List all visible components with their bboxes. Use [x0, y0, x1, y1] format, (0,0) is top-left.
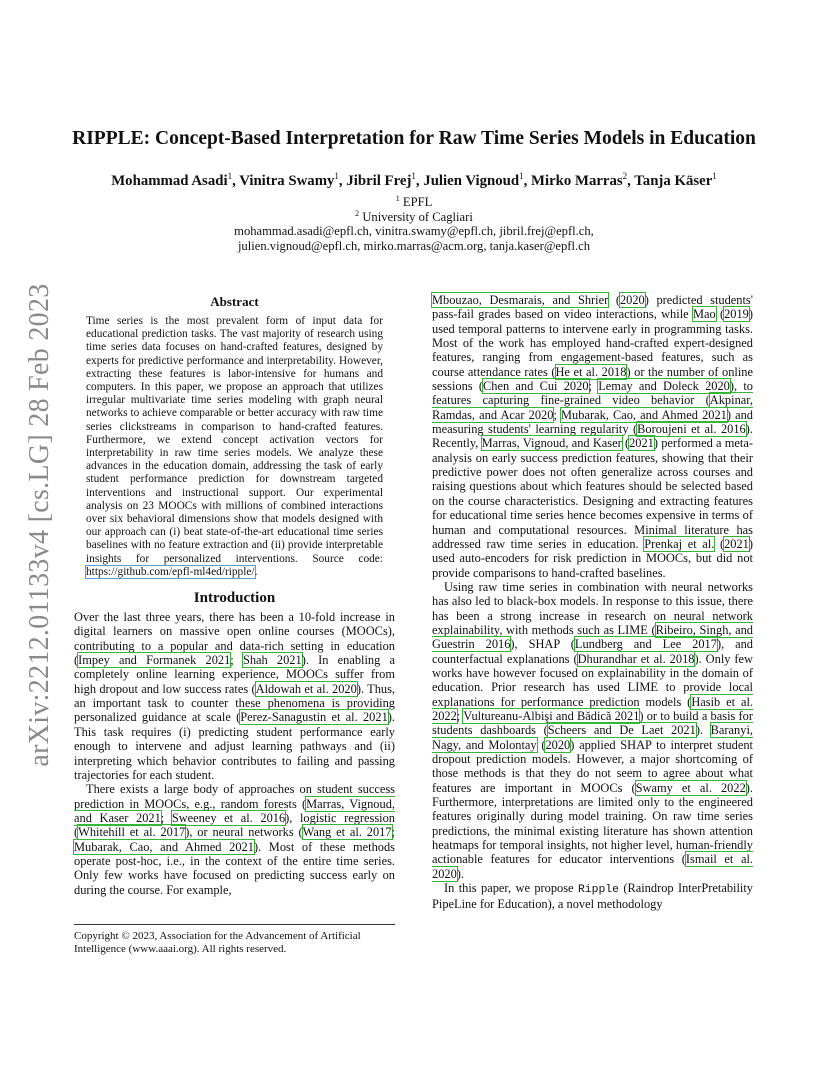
- abstract-body: Time series is the most prevalent form of input data for educational prediction tasks. The vast majority of research using time series data focuses on hand-crafted features, designed by experts for predictive performance and interpretability. However, extracting these features is labor-intensive for humans and computers. In this paper, we propose an approach that utilizes irregular multivariate time series modeling with graph neural networks to achieve comparable or better accuracy with raw time series clickstreams in comparison to hand-crafted features. Furthermore, we extend concept activation vectors for interpretability in raw time series models. We analyze these advances in the education domain, addressing the task of early student performance prediction for downstream targeted interventions and instructional support. Our experimental analysis on 23 MOOCs with millions of combined interactions over six behavioral dimensions show that models designed with our approach can (i) beat state-of-the-art educational time series baselines with no feature extraction and (ii) provide interpretable insights for personalized interventions. Source code:: [86, 315, 383, 565]
- affiliation-name: University of Cagliari: [362, 210, 473, 225]
- email-line-1: mohammad.asadi@epfl.ch, vinitra.swamy@epfl.ch, jibril.frej@epfl.ch,: [234, 224, 594, 238]
- text: ). Furthermore, interpretations are limited only to the engineered features originally during model training. On raw time series predictions, the minimal existing literature has shown attention heatmaps for temporal insights, not higher level, human-friendly actionable features for educator interventions (: [432, 780, 753, 867]
- citation-link[interactable]: Aldowah et al. 2020: [255, 681, 357, 696]
- author-affiliation: 1: [334, 171, 339, 181]
- abstract-heading: Abstract: [210, 294, 259, 309]
- arxiv-id: arXiv:2212.01133v4 [cs.LG] 28 Feb 2023: [24, 283, 55, 767]
- citation-link[interactable]: Hasib et al. 2022: [432, 694, 753, 723]
- text: (: [536, 737, 546, 752]
- author-name: Mirko Marras: [531, 172, 623, 189]
- citation-link[interactable]: Ismail et al. 2020: [432, 852, 753, 881]
- text: In this paper, we propose: [444, 881, 578, 896]
- author-name: Julien Vignoud: [423, 172, 520, 189]
- affiliation-number: 2: [355, 209, 360, 218]
- text: ), and counterfactual explanations (: [432, 637, 754, 666]
- text: ), logistic regression (: [74, 810, 395, 840]
- citation-link[interactable]: 2021: [724, 536, 749, 551]
- citation-link[interactable]: Prenkaj et al.: [644, 536, 715, 551]
- text: (: [715, 307, 725, 322]
- author-affiliation: 1: [227, 171, 233, 181]
- text: ) and measuring students' learning regularity (: [432, 407, 753, 437]
- text: ).: [695, 723, 711, 738]
- author-affiliation: 1: [712, 171, 717, 181]
- text: ). Most of these methods operate post-hoc, i.e., in the context of the entire time series. Only few works have focused on predicting success early on during the course. For example,: [74, 839, 395, 897]
- text: (: [714, 536, 725, 551]
- citation-link[interactable]: Mubarak, Cao, and Ahmed 2021: [74, 839, 254, 854]
- citation-link[interactable]: Mao: [692, 307, 716, 322]
- citation-link[interactable]: 2020: [619, 293, 645, 307]
- citation-link[interactable]: Sweeney et al. 2016: [171, 810, 286, 825]
- citation-link[interactable]: Chen and Cui 2020: [483, 379, 589, 394]
- text: ;: [553, 407, 562, 422]
- text: ;: [391, 825, 395, 840]
- author-name: Tanja Käser: [634, 172, 713, 189]
- text: ) applied SHAP to interpret student dropout prediction models. However, a major shortcoming of those methods is that they do not seem to agree about what features are important in MOOCs (: [432, 737, 753, 795]
- citation-link[interactable]: Boroujeni et al. 2016: [637, 422, 746, 437]
- citation-link[interactable]: Perez-Sanagustin et al. 2021: [240, 710, 388, 725]
- right-column: [432, 293, 753, 912]
- left-column: [74, 290, 395, 897]
- intro-paragraph-2: [74, 782, 395, 897]
- text: Using raw time series in combination with neural networks has also led to black-box models. In response to this issue, there has been a strong increase in research on neural network explainability, with methods such as LIME (: [432, 579, 753, 637]
- citation-link[interactable]: Vultureanu-Albişi and Bădică 2021: [463, 708, 640, 723]
- text: ). This task requires (i) predicting student performance early enough to intervene and adjust learning pathways and (ii) interpreting which behavior contributes to failing and passing trajectories for each student.: [74, 710, 395, 782]
- intro-paragraph-4: [432, 580, 753, 881]
- citation-link[interactable]: 2019: [724, 307, 749, 322]
- affiliation-1: [60, 194, 768, 210]
- abstract-text: [86, 315, 383, 579]
- citation-link[interactable]: Lundberg and Lee 2017: [574, 637, 717, 652]
- citation-link[interactable]: Lemay and Doleck 2020: [598, 379, 730, 394]
- citation-link[interactable]: Mbouzao, Desmarais, and Shrier: [432, 293, 609, 307]
- text: ;: [160, 810, 172, 825]
- citation-link[interactable]: 2021: [629, 436, 654, 451]
- copyright-notice: Copyright © 2023, Association for the Advancement of Artificial Intelligence (www.aaai.org). All rights reserved.: [74, 924, 395, 956]
- author-name: Vinitra Swamy: [239, 172, 335, 189]
- citation-link[interactable]: Marras, Vignoud, and Kaser 2021: [74, 796, 395, 825]
- citation-link[interactable]: Dhurandhar et al. 2018: [577, 651, 695, 666]
- citation-link[interactable]: Impey and Formanek 2021: [78, 653, 231, 668]
- text: There exists a large body of approaches on student success prediction in MOOCs, e.g., random forests (: [74, 782, 395, 811]
- arxiv-sidebar: [20, 283, 60, 767]
- source-code-link[interactable]: https://github.com/epfl-ml4ed/ripple/: [86, 565, 255, 578]
- text: ) or the number of online sessions (: [432, 364, 753, 394]
- text: (: [608, 293, 620, 307]
- text: ) performed a meta-analysis on early success prediction features, showing that their predictive power does not often generalize across courses and raising questions about which features should be selected based on the course characteristics. Designing and extracting features for educational time series hence becomes expensive in terms of human and computational resources. Minimal literature has addressed raw time series in education.: [432, 436, 753, 551]
- text: Over the last three years, there has been a 10-fold increase in digital learners on massive open online courses (MOOCs), contributing to a popular and data-rich setting in education (: [74, 610, 395, 668]
- citation-link[interactable]: 2020: [545, 737, 571, 752]
- citation-link[interactable]: Whitehill et al. 2017: [78, 825, 186, 840]
- citation-link[interactable]: Scheers and De Laet 2021: [547, 723, 696, 738]
- author-name: Mohammad Asadi: [111, 172, 228, 189]
- text: ) or to build a basis for students dashboards (: [432, 708, 754, 738]
- introduction-heading: Introduction: [193, 590, 276, 607]
- intro-paragraph-3: [432, 293, 753, 580]
- affiliation-number: 1: [395, 194, 400, 203]
- author-affiliation: 2: [622, 171, 628, 181]
- text: ). Recently,: [432, 422, 753, 451]
- citation-link[interactable]: Ribeiro, Singh, and Guestrin 2016: [432, 622, 753, 652]
- punct: .: [254, 565, 258, 578]
- text: ), SHAP (: [510, 637, 575, 652]
- text: ;: [456, 708, 464, 723]
- text: ). Only few works have however focused on explainability in the domain of education. Prior research has used LIME to provide local explanations for performance prediction models (: [432, 651, 754, 709]
- affiliation-name: EPFL: [402, 195, 433, 210]
- author-affiliation: 1: [411, 171, 416, 181]
- email-line-2: julien.vignoud@epfl.ch, mirko.marras@acm.org, tanja.kaser@epfl.ch: [237, 239, 591, 253]
- paper-title: RIPPLE: Concept-Based Interpretation for Raw Time Series Models in Education: [72, 128, 756, 149]
- method-name: Ripple: [577, 884, 619, 897]
- citation-link[interactable]: Marras, Vignoud, and Kaser: [481, 436, 622, 451]
- text: ) used temporal patterns to intervene early in programming tasks. Most of the work has employed hand-crafted expert-designed features, ranging from engagement-based features, such as course attendance rates (: [432, 307, 753, 379]
- intro-paragraph-5: [432, 881, 753, 912]
- citation-link[interactable]: Wang et al. 2017: [302, 825, 392, 840]
- text: ;: [588, 379, 599, 394]
- text: (Raindrop InterPretability PipeLine for Education), a novel methodology: [432, 881, 753, 912]
- text: ). Thus, an important task to counter these phenomena is providing personalized guidance at scale (: [74, 681, 396, 725]
- text: ).: [456, 866, 465, 881]
- text: ). In enabling a completely online learning experience, MOOCs suffer from high dropout and low success rates (: [74, 653, 395, 696]
- citation-link[interactable]: Akpinar, Ramdas, and Acar 2020: [432, 393, 753, 422]
- citation-link[interactable]: Swamy et al. 2022: [635, 780, 746, 795]
- text: ) predicted students' pass-fail grades based on video interactions, while: [432, 293, 753, 322]
- intro-paragraph-1: [74, 610, 395, 782]
- text: (: [621, 436, 630, 451]
- text: ) used auto-encoders for risk prediction in MOOCs, but did not provide comparisons to hand-crafted baselines.: [432, 536, 753, 580]
- citation-link[interactable]: Baranyi, Nagy, and Molontay: [432, 723, 753, 752]
- author-name: Jibril Frej: [346, 172, 412, 189]
- citation-link[interactable]: He et al. 2018: [555, 364, 627, 379]
- text: ), or neural networks (: [185, 825, 303, 840]
- citation-link[interactable]: Mubarak, Cao, and Ahmed 2021: [561, 407, 727, 422]
- author-list: Mohammad Asadi$^1$, Vinitra Swamy$^1$, Jibril Frej$^1$, Julien Vignoud$^1$, Mirko Marras$^2$, Tanja Käser$^1$: [111, 171, 717, 189]
- citation-link[interactable]: Shah 2021: [242, 653, 302, 668]
- affiliation-2: [60, 209, 768, 225]
- text: ), to features capturing fine-grained video behavior (: [432, 379, 753, 408]
- text: ;: [230, 653, 243, 668]
- author-affiliation: 1: [519, 171, 524, 181]
